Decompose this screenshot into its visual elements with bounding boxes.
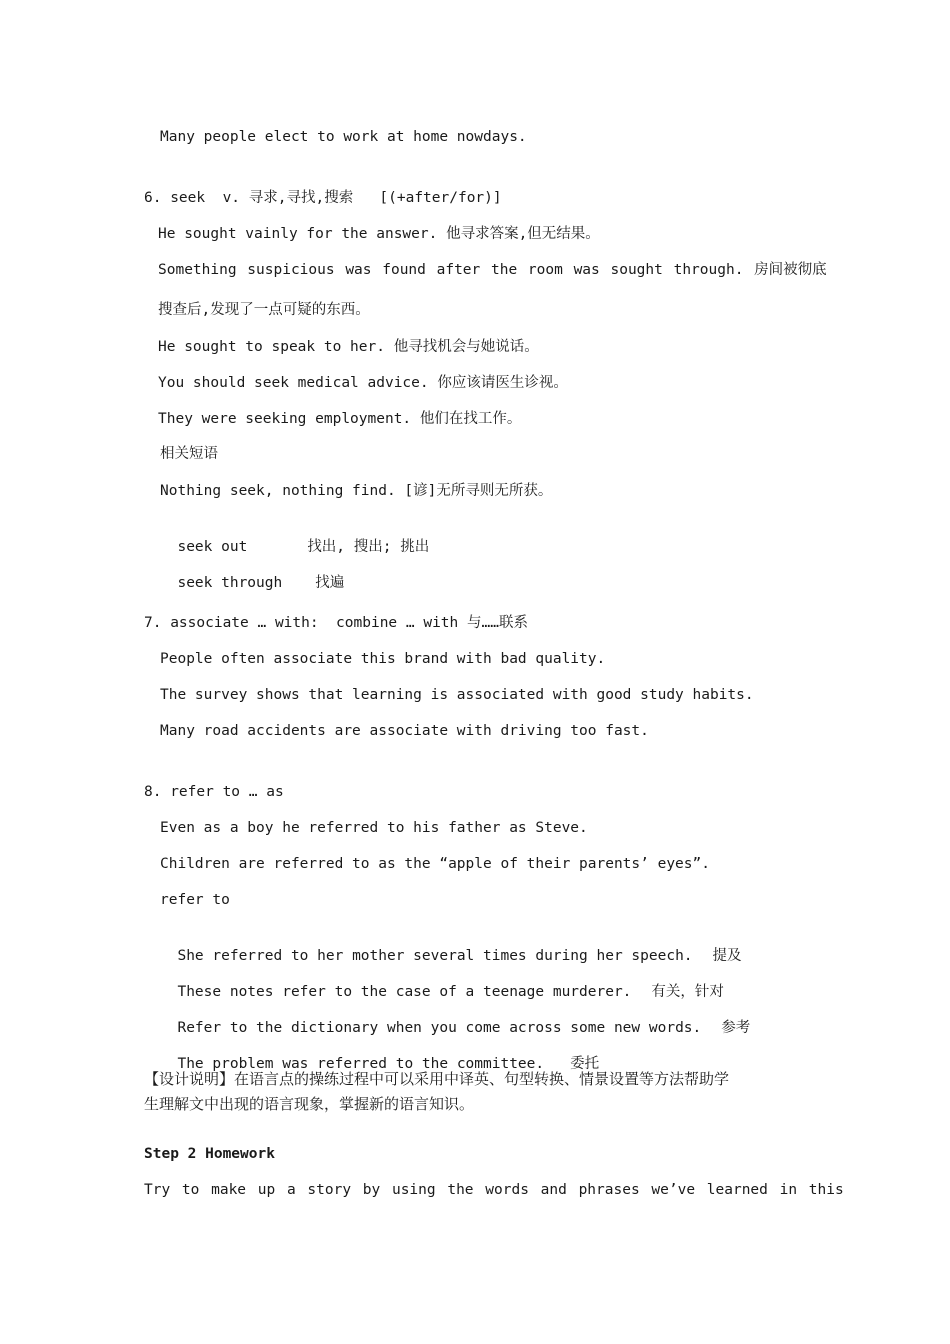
example-sentence (160, 1034, 599, 1074)
example-sentence (160, 926, 742, 966)
example-sentence: Many people elect to work at home nowdays. (160, 129, 527, 145)
sentence-meaning: 委托 (570, 1056, 600, 1072)
sentence-meaning: 有关，针对 (651, 984, 724, 1000)
example-sentence (160, 998, 750, 1038)
phrase-entry (160, 553, 344, 593)
sentence-english: The problem was referred to the committee. (177, 1056, 545, 1072)
step-2-instruction: Try to make up a story by using the words and phrases we’ve learned in this (144, 1182, 844, 1198)
design-note: 【设计说明】在语言点的操练过程中可以采用中译英、句型转换、情景设置等方法帮助学 (144, 1070, 730, 1088)
subheading-refer-to: refer to (160, 892, 230, 908)
sentence-english: Refer to the dictionary when you come across some new words. (177, 1020, 702, 1036)
example-sentence: The survey shows that learning is associated with good study habits. (160, 687, 754, 703)
section-8-heading: 8. refer to … as (144, 784, 284, 800)
example-sentence-continuation: 搜查后,发现了一点可疑的东西。 (158, 302, 370, 318)
example-sentence: Something suspicious was found after the room was sought through. 房间被彻底 (158, 262, 827, 278)
sentence-meaning: 参考 (721, 1020, 751, 1036)
phrase-chinese: 找遍 (315, 575, 345, 591)
related-phrases-title: 相关短语 (160, 446, 218, 462)
phrase-entry: Nothing seek, nothing find. [谚]无所寻则无所获。 (160, 483, 553, 499)
sentence-english: She referred to her mother several times during her speech. (177, 948, 693, 964)
example-sentence (160, 962, 724, 1002)
sentence-english: These notes refer to the case of a teenage murderer. (177, 984, 632, 1000)
example-sentence: You should seek medical advice. 你应该请医生诊视。 (158, 375, 568, 391)
phrase-chinese: 找出, 搜出; 挑出 (307, 539, 430, 555)
phrase-entry (160, 517, 429, 557)
phrase-english: seek through (177, 575, 283, 591)
example-sentence: He sought to speak to her. 他寻找机会与她说话。 (158, 339, 539, 355)
example-sentence: Many road accidents are associate with driving too fast. (160, 723, 649, 739)
step-2-title: Step 2 Homework (144, 1146, 275, 1162)
example-sentence: Even as a boy he referred to his father as Steve. (160, 820, 588, 836)
example-sentence: He sought vainly for the answer. 他寻求答案,但无结果。 (158, 226, 600, 242)
section-7-heading: 7. associate … with: combine … with 与……联系 (144, 615, 528, 631)
sentence-meaning: 提及 (712, 948, 742, 964)
section-6-heading: 6. seek v. 寻求,寻找,搜索 [(+after/for)] (144, 190, 502, 206)
example-sentence: Children are referred to as the “apple of their parents’ eyes”. (160, 856, 710, 872)
design-note-continuation: 生理解文中出现的语言现象，掌握新的语言知识。 (144, 1095, 475, 1113)
example-sentence: People often associate this brand with bad quality. (160, 651, 606, 667)
phrase-english: seek out (177, 539, 248, 555)
example-sentence: They were seeking employment. 他们在找工作。 (158, 411, 522, 427)
